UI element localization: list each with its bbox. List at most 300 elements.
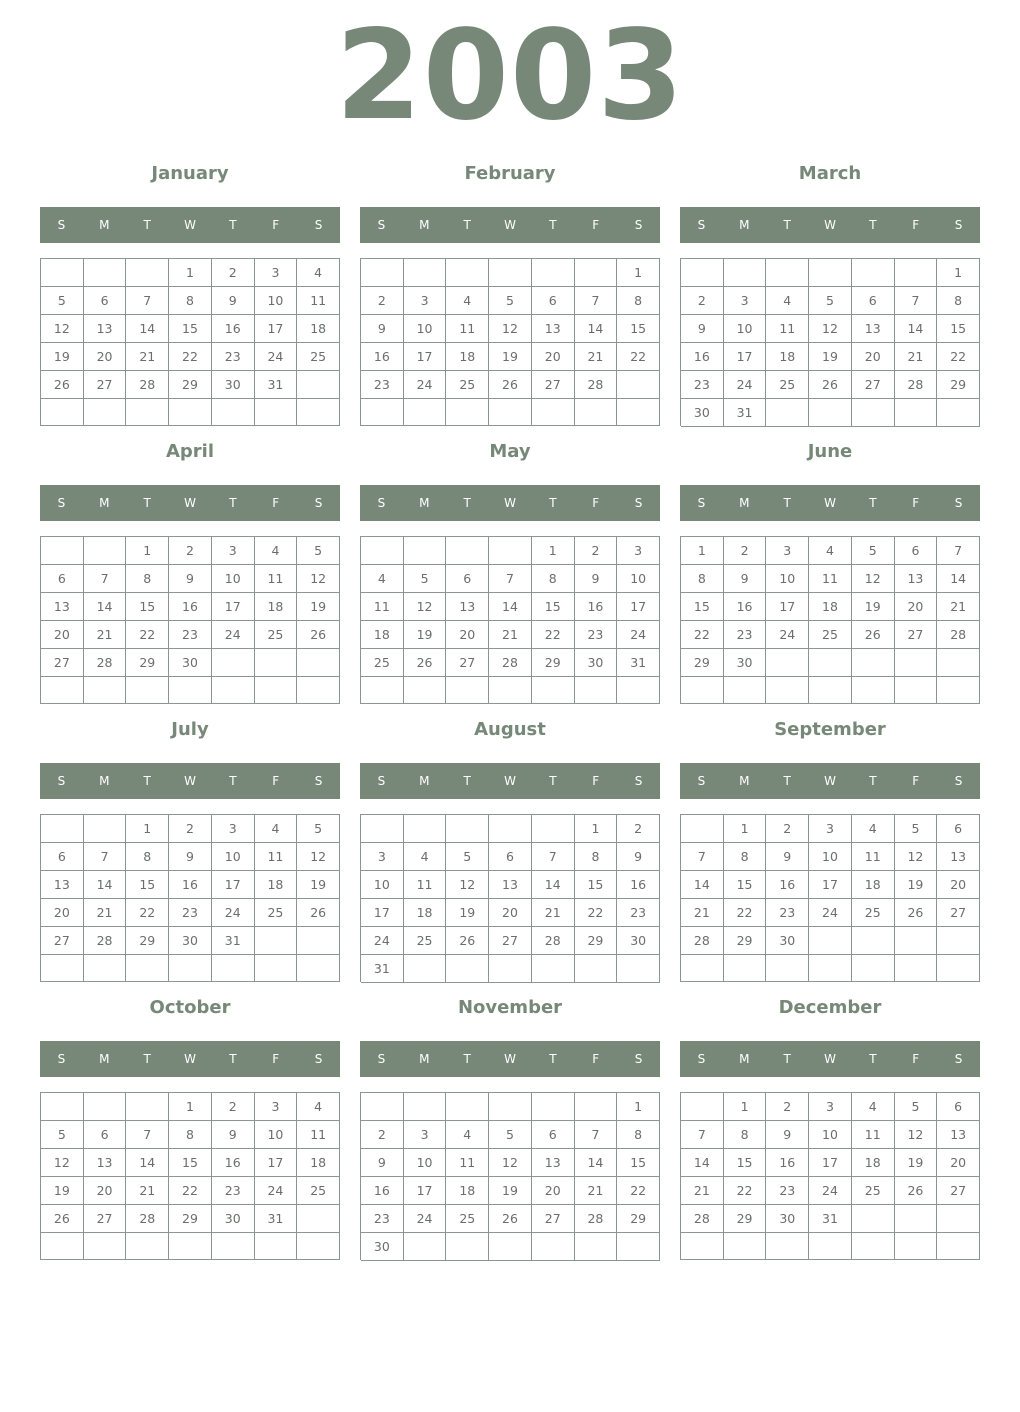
weekday-label: F — [272, 1052, 280, 1066]
day-cell: 8 — [617, 1121, 660, 1149]
weekday-label: F — [592, 218, 600, 232]
month-april — [40, 428, 340, 706]
day-cell: 27 — [446, 649, 489, 677]
empty-day-cell — [169, 1233, 212, 1260]
month-december — [680, 984, 980, 1262]
weekday-header — [360, 485, 660, 521]
weekday-label: M — [419, 218, 430, 232]
day-cell: 2 — [575, 537, 618, 565]
empty-day-cell — [489, 1093, 532, 1121]
day-cell: 5 — [809, 287, 852, 315]
empty-day-cell — [852, 399, 895, 427]
day-cell: 26 — [852, 621, 895, 649]
weekday-label: S — [57, 774, 66, 788]
empty-day-cell — [41, 259, 84, 287]
empty-day-cell — [126, 1093, 169, 1121]
day-cell: 26 — [41, 371, 84, 399]
day-cell: 10 — [404, 1149, 447, 1177]
day-cell: 27 — [41, 649, 84, 677]
day-cell: 16 — [575, 593, 618, 621]
empty-day-cell — [575, 399, 618, 426]
day-cell: 13 — [41, 871, 84, 899]
weekday-label: S — [697, 1052, 706, 1066]
weekday-label: M — [99, 218, 110, 232]
day-cell: 25 — [852, 1177, 895, 1205]
weekday-label: S — [377, 496, 386, 510]
empty-day-cell — [617, 399, 660, 426]
weekday-label: S — [697, 774, 706, 788]
day-cell: 18 — [766, 343, 809, 371]
weekday-label: M — [99, 774, 110, 788]
day-cell: 4 — [297, 1093, 340, 1121]
day-cell: 9 — [361, 315, 404, 343]
day-cell: 26 — [895, 1177, 938, 1205]
month-name: August — [474, 719, 546, 740]
day-cell: 8 — [681, 565, 724, 593]
empty-day-cell — [575, 1093, 618, 1121]
day-cell: 5 — [41, 1121, 84, 1149]
day-cell: 26 — [297, 621, 340, 649]
day-cell: 24 — [809, 899, 852, 927]
day-cell: 8 — [126, 565, 169, 593]
empty-day-cell — [809, 927, 852, 955]
month-name: April — [165, 441, 215, 462]
day-cell: 13 — [84, 315, 127, 343]
day-cell: 31 — [617, 649, 660, 677]
weekday-label: W — [184, 218, 196, 232]
day-cell: 19 — [41, 1177, 84, 1205]
day-cell: 22 — [126, 621, 169, 649]
day-cell: 14 — [681, 871, 724, 899]
day-cell: 24 — [361, 927, 404, 955]
empty-day-cell — [575, 259, 618, 287]
day-cell: 13 — [84, 1149, 127, 1177]
day-cell: 26 — [297, 899, 340, 927]
day-cell: 5 — [404, 565, 447, 593]
day-cell: 18 — [255, 871, 298, 899]
empty-day-cell — [852, 1205, 895, 1233]
day-cell: 29 — [681, 649, 724, 677]
weekday-label: T — [143, 774, 151, 788]
day-cell: 22 — [617, 343, 660, 371]
day-cell: 19 — [895, 1149, 938, 1177]
day-cell: 6 — [84, 287, 127, 315]
empty-day-cell — [724, 677, 767, 704]
day-cell: 5 — [41, 287, 84, 315]
month-name: September — [774, 719, 886, 740]
empty-day-cell — [809, 1233, 852, 1260]
day-cell: 25 — [766, 371, 809, 399]
day-cell: 19 — [446, 899, 489, 927]
day-cell: 4 — [852, 1093, 895, 1121]
day-cell: 5 — [852, 537, 895, 565]
empty-day-cell — [297, 927, 340, 955]
day-cell: 17 — [255, 1149, 298, 1177]
weekday-label: M — [419, 1052, 430, 1066]
weekday-label: T — [869, 218, 877, 232]
empty-day-cell — [84, 259, 127, 287]
day-cell: 4 — [255, 537, 298, 565]
empty-day-cell — [681, 955, 724, 982]
day-cell: 14 — [681, 1149, 724, 1177]
day-cell: 11 — [404, 871, 447, 899]
day-cell: 20 — [532, 1177, 575, 1205]
day-cell: 12 — [489, 1149, 532, 1177]
day-cell: 12 — [895, 843, 938, 871]
empty-day-cell — [297, 399, 340, 426]
empty-day-cell — [84, 1093, 127, 1121]
empty-day-cell — [255, 1233, 298, 1260]
day-cell: 17 — [617, 593, 660, 621]
empty-day-cell — [617, 955, 660, 983]
empty-day-cell — [297, 371, 340, 399]
day-cell: 12 — [895, 1121, 938, 1149]
weekday-label: S — [377, 218, 386, 232]
empty-day-cell — [489, 537, 532, 565]
day-cell: 7 — [681, 843, 724, 871]
weekday-label: S — [634, 496, 643, 510]
empty-day-cell — [937, 399, 980, 427]
day-cell: 1 — [169, 1093, 212, 1121]
day-cell: 10 — [361, 871, 404, 899]
day-cell: 6 — [937, 815, 980, 843]
weekday-header — [680, 485, 980, 521]
day-cell: 14 — [126, 315, 169, 343]
weekday-label: T — [783, 1052, 791, 1066]
day-cell: 28 — [84, 927, 127, 955]
day-cell: 24 — [255, 1177, 298, 1205]
day-cell: 16 — [361, 1177, 404, 1205]
empty-day-cell — [937, 927, 980, 955]
day-cell: 10 — [809, 843, 852, 871]
day-cell: 2 — [681, 287, 724, 315]
weekday-label: F — [592, 496, 600, 510]
day-cell: 21 — [84, 621, 127, 649]
day-cell: 23 — [617, 899, 660, 927]
day-cell: 9 — [617, 843, 660, 871]
day-cell: 1 — [532, 537, 575, 565]
day-cell: 23 — [169, 899, 212, 927]
day-cell: 29 — [169, 1205, 212, 1233]
weekday-label: T — [783, 496, 791, 510]
day-cell: 11 — [361, 593, 404, 621]
month-name: February — [464, 163, 556, 184]
day-cell: 23 — [681, 371, 724, 399]
day-grid — [40, 1092, 340, 1260]
day-cell: 30 — [724, 649, 767, 677]
day-cell: 23 — [361, 371, 404, 399]
day-cell: 20 — [937, 871, 980, 899]
day-cell: 27 — [532, 1205, 575, 1233]
empty-day-cell — [532, 955, 575, 983]
day-cell: 29 — [937, 371, 980, 399]
day-cell: 14 — [532, 871, 575, 899]
day-cell: 11 — [852, 843, 895, 871]
weekday-label: T — [463, 218, 471, 232]
day-cell: 28 — [895, 371, 938, 399]
weekday-header — [40, 763, 340, 799]
day-cell: 24 — [766, 621, 809, 649]
day-cell: 10 — [809, 1121, 852, 1149]
day-cell: 13 — [446, 593, 489, 621]
empty-day-cell — [84, 399, 127, 426]
day-cell: 9 — [766, 843, 809, 871]
weekday-label: W — [504, 1052, 516, 1066]
weekday-label: W — [824, 218, 836, 232]
empty-day-cell — [169, 677, 212, 704]
day-cell: 10 — [212, 565, 255, 593]
day-cell: 20 — [852, 343, 895, 371]
day-cell: 27 — [489, 927, 532, 955]
day-cell: 24 — [404, 1205, 447, 1233]
day-cell: 16 — [617, 871, 660, 899]
day-cell: 3 — [809, 1093, 852, 1121]
day-cell: 1 — [617, 259, 660, 287]
day-cell: 12 — [404, 593, 447, 621]
empty-day-cell — [809, 649, 852, 677]
weekday-label: T — [143, 496, 151, 510]
day-cell: 20 — [41, 899, 84, 927]
empty-day-cell — [681, 1233, 724, 1260]
empty-day-cell — [766, 1233, 809, 1260]
day-cell: 15 — [169, 1149, 212, 1177]
month-july — [40, 706, 340, 984]
month-june — [680, 428, 980, 706]
empty-day-cell — [575, 1233, 618, 1261]
months-grid — [40, 150, 980, 1262]
day-cell: 24 — [809, 1177, 852, 1205]
day-cell: 29 — [724, 927, 767, 955]
weekday-label: S — [634, 218, 643, 232]
weekday-label: W — [824, 774, 836, 788]
empty-day-cell — [84, 815, 127, 843]
day-cell: 2 — [169, 815, 212, 843]
day-cell: 27 — [937, 1177, 980, 1205]
empty-day-cell — [532, 677, 575, 704]
day-cell: 24 — [404, 371, 447, 399]
day-cell: 20 — [84, 1177, 127, 1205]
day-cell: 11 — [766, 315, 809, 343]
weekday-label: S — [954, 218, 963, 232]
empty-day-cell — [361, 815, 404, 843]
day-cell: 16 — [212, 1149, 255, 1177]
weekday-label: S — [954, 774, 963, 788]
day-grid — [360, 814, 660, 982]
empty-day-cell — [489, 815, 532, 843]
day-cell: 19 — [41, 343, 84, 371]
empty-day-cell — [617, 1233, 660, 1261]
day-cell: 13 — [532, 315, 575, 343]
day-cell: 25 — [255, 899, 298, 927]
empty-day-cell — [255, 399, 298, 426]
day-cell: 22 — [617, 1177, 660, 1205]
weekday-label: T — [549, 1052, 557, 1066]
weekday-header — [40, 485, 340, 521]
empty-day-cell — [937, 1205, 980, 1233]
day-cell: 30 — [681, 399, 724, 427]
empty-day-cell — [404, 259, 447, 287]
empty-day-cell — [446, 399, 489, 426]
day-cell: 21 — [126, 343, 169, 371]
day-cell: 22 — [575, 899, 618, 927]
day-cell: 3 — [724, 287, 767, 315]
day-cell: 24 — [212, 621, 255, 649]
day-cell: 9 — [361, 1149, 404, 1177]
day-cell: 5 — [297, 815, 340, 843]
weekday-label: T — [229, 496, 237, 510]
day-cell: 7 — [532, 843, 575, 871]
day-cell: 20 — [41, 621, 84, 649]
weekday-label: F — [912, 218, 920, 232]
day-cell: 28 — [84, 649, 127, 677]
day-cell: 28 — [532, 927, 575, 955]
day-cell: 25 — [361, 649, 404, 677]
day-cell: 15 — [575, 871, 618, 899]
weekday-label: M — [739, 496, 750, 510]
weekday-label: S — [57, 218, 66, 232]
empty-day-cell — [852, 259, 895, 287]
empty-day-cell — [895, 927, 938, 955]
day-cell: 26 — [446, 927, 489, 955]
empty-day-cell — [404, 1093, 447, 1121]
day-cell: 9 — [212, 1121, 255, 1149]
day-cell: 19 — [809, 343, 852, 371]
empty-day-cell — [766, 399, 809, 427]
day-cell: 12 — [446, 871, 489, 899]
day-cell: 19 — [489, 343, 532, 371]
empty-day-cell — [809, 955, 852, 982]
empty-day-cell — [212, 955, 255, 982]
month-may — [360, 428, 660, 706]
day-grid — [680, 814, 980, 982]
empty-day-cell — [297, 1205, 340, 1233]
day-cell: 17 — [809, 1149, 852, 1177]
day-cell: 11 — [809, 565, 852, 593]
empty-day-cell — [446, 1233, 489, 1261]
day-cell: 8 — [532, 565, 575, 593]
empty-day-cell — [895, 677, 938, 704]
empty-day-cell — [446, 677, 489, 704]
day-cell: 5 — [895, 1093, 938, 1121]
weekday-header — [680, 207, 980, 243]
month-name: March — [798, 163, 862, 184]
day-grid — [680, 258, 980, 426]
day-cell: 13 — [41, 593, 84, 621]
day-cell: 17 — [766, 593, 809, 621]
day-cell: 17 — [255, 315, 298, 343]
empty-day-cell — [255, 649, 298, 677]
day-cell: 29 — [126, 927, 169, 955]
day-cell: 12 — [297, 843, 340, 871]
day-cell: 17 — [212, 871, 255, 899]
empty-day-cell — [852, 649, 895, 677]
empty-day-cell — [446, 537, 489, 565]
day-cell: 15 — [532, 593, 575, 621]
empty-day-cell — [169, 955, 212, 982]
day-cell: 9 — [169, 843, 212, 871]
day-cell: 15 — [681, 593, 724, 621]
day-cell: 2 — [361, 287, 404, 315]
empty-day-cell — [446, 815, 489, 843]
day-cell: 22 — [937, 343, 980, 371]
day-cell: 11 — [297, 287, 340, 315]
weekday-label: S — [314, 496, 323, 510]
day-cell: 27 — [895, 621, 938, 649]
day-cell: 8 — [169, 287, 212, 315]
day-cell: 22 — [169, 343, 212, 371]
day-cell: 18 — [852, 1149, 895, 1177]
day-cell: 18 — [361, 621, 404, 649]
day-cell: 14 — [575, 315, 618, 343]
day-cell: 27 — [852, 371, 895, 399]
weekday-label: W — [504, 496, 516, 510]
day-cell: 11 — [255, 843, 298, 871]
day-cell: 5 — [489, 287, 532, 315]
empty-day-cell — [361, 537, 404, 565]
day-cell: 5 — [895, 815, 938, 843]
day-cell: 3 — [361, 843, 404, 871]
empty-day-cell — [84, 955, 127, 982]
empty-day-cell — [126, 259, 169, 287]
empty-day-cell — [724, 1233, 767, 1260]
day-cell: 15 — [724, 1149, 767, 1177]
day-cell: 11 — [255, 565, 298, 593]
day-cell: 18 — [297, 315, 340, 343]
empty-day-cell — [532, 259, 575, 287]
day-cell: 12 — [41, 315, 84, 343]
day-cell: 12 — [809, 315, 852, 343]
day-cell: 1 — [169, 259, 212, 287]
day-cell: 30 — [169, 927, 212, 955]
day-cell: 14 — [937, 565, 980, 593]
day-cell: 8 — [169, 1121, 212, 1149]
day-cell: 27 — [532, 371, 575, 399]
weekday-label: F — [272, 218, 280, 232]
day-cell: 21 — [937, 593, 980, 621]
day-cell: 15 — [126, 871, 169, 899]
month-name: December — [778, 997, 882, 1018]
day-cell: 29 — [617, 1205, 660, 1233]
weekday-label: F — [592, 774, 600, 788]
weekday-label: T — [463, 774, 471, 788]
day-cell: 27 — [84, 1205, 127, 1233]
day-cell: 6 — [532, 1121, 575, 1149]
day-cell: 15 — [617, 315, 660, 343]
day-cell: 9 — [724, 565, 767, 593]
empty-day-cell — [361, 259, 404, 287]
day-cell: 2 — [212, 259, 255, 287]
day-cell: 12 — [41, 1149, 84, 1177]
day-cell: 14 — [575, 1149, 618, 1177]
day-cell: 19 — [489, 1177, 532, 1205]
day-cell: 31 — [724, 399, 767, 427]
day-cell: 23 — [575, 621, 618, 649]
day-cell: 11 — [446, 1149, 489, 1177]
day-cell: 10 — [212, 843, 255, 871]
day-cell: 15 — [724, 871, 767, 899]
day-cell: 19 — [895, 871, 938, 899]
weekday-header — [360, 207, 660, 243]
empty-day-cell — [681, 259, 724, 287]
day-cell: 6 — [489, 843, 532, 871]
day-cell: 24 — [212, 899, 255, 927]
weekday-header — [680, 763, 980, 799]
weekday-label: S — [954, 496, 963, 510]
day-cell: 16 — [212, 315, 255, 343]
empty-day-cell — [84, 677, 127, 704]
empty-day-cell — [852, 955, 895, 982]
weekday-label: M — [739, 774, 750, 788]
